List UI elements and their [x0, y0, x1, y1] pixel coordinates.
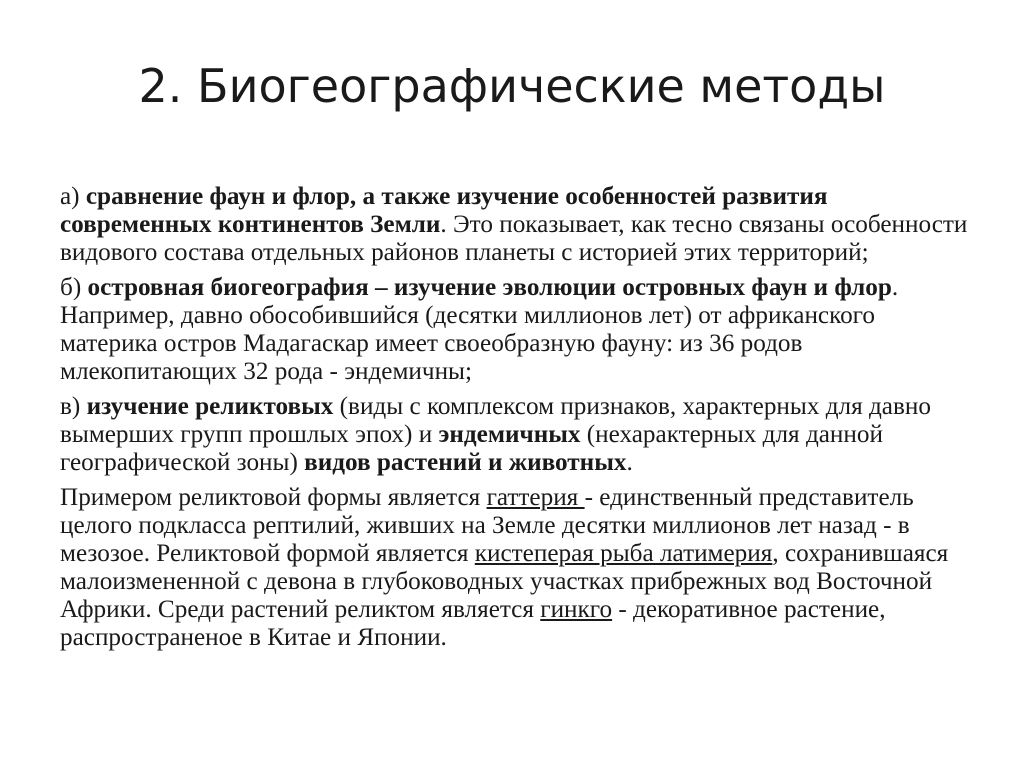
link-hatteria[interactable]: гаттерия [486, 484, 585, 511]
paragraph-a-label: а) [60, 183, 86, 210]
paragraph-examples-text-4: - декоративное растение, распространеное в Китае и Японии. [60, 596, 886, 651]
paragraph-examples-text-2: - единственный представитель целого подкласса рептилий, живших на Земле десятки миллионов лет назад - в мезозое. Реликтовой формой является [60, 484, 914, 567]
link-ginkgo[interactable]: гинкго [540, 596, 613, 623]
paragraph-b-text: . Например, давно обособившийся (десятки миллионов лет) от африканского материка остров Мадагаскар имеет своеобразную фауну: из 36 родов млекопитающих 32 рода - эндемичны; [60, 274, 899, 385]
slide-title: 2. Биогеографические методы [138, 59, 886, 113]
paragraph-v-label: в) [60, 393, 87, 420]
paragraph-v [60, 393, 970, 477]
paragraph-a-bold: сравнение фаун и флор, а также изучение особенностей развития современных континентов Земли [60, 183, 828, 238]
paragraph-b [60, 274, 970, 386]
paragraph-examples-text-1: Примером реликтовой формы является [60, 484, 487, 511]
paragraph-v-bold-relict: изучение реликтовых [86, 393, 334, 420]
paragraph-b-label: б) [60, 274, 88, 301]
paragraph-v-text-3: . [626, 449, 633, 476]
paragraph-a-text: . Это показывает, как тесно связаны особенности видового состава отдельных районов планеты с историей этих территорий; [60, 211, 968, 266]
paragraph-examples [60, 484, 970, 652]
paragraph-v-bold-endemic: эндемичных [438, 421, 581, 448]
slide-body [60, 183, 970, 659]
paragraph-a [60, 183, 970, 267]
paragraph-v-bold-species: видов растений и животных [304, 449, 627, 476]
paragraph-v-text-1: (виды с комплексом признаков, характерных для давно вымерших групп прошлых эпох) и [60, 393, 931, 448]
link-latimeria[interactable]: кистеперая рыба латимерия [474, 540, 773, 567]
paragraph-b-bold: островная биогеография – изучение эволюции островных фаун и флор [87, 274, 892, 301]
paragraph-examples-text-3: , сохранившаяся малоизмененной с девона в глубоководных участках прибрежных вод Восточной Африки. Среди растений реликтом является [60, 540, 949, 623]
paragraph-v-text-2: (нехарактерных для данной географической зоны) [60, 421, 883, 476]
